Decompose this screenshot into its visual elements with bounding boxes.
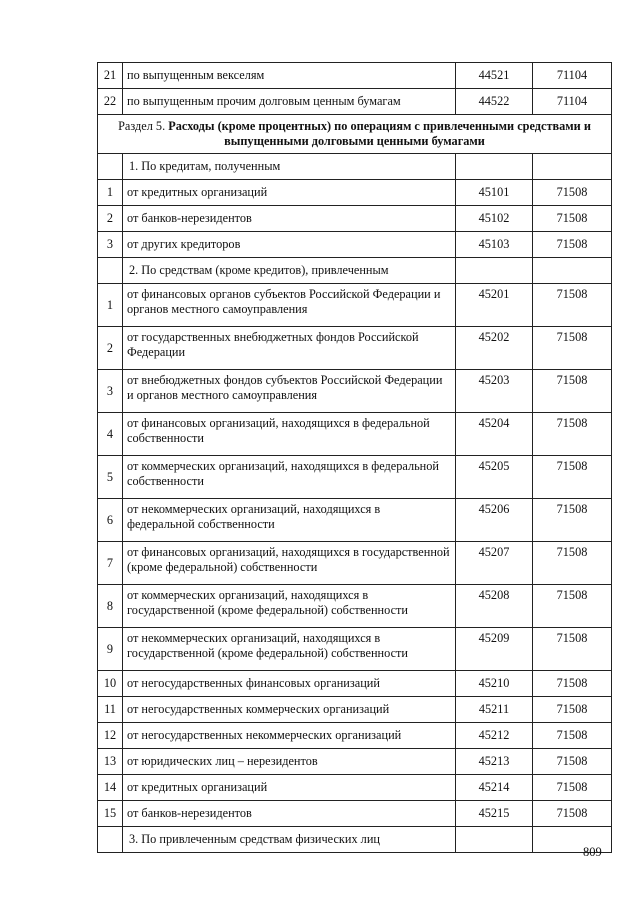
group-heading-row bbox=[98, 827, 612, 853]
table-row bbox=[98, 63, 612, 89]
table-row bbox=[98, 628, 612, 671]
account-code: 45101 bbox=[456, 180, 533, 206]
row-description: от негосударственных финансовых организаций bbox=[123, 671, 456, 697]
account-code: 45201 bbox=[456, 284, 533, 327]
row-number: 9 bbox=[98, 628, 123, 671]
row-number: 10 bbox=[98, 671, 123, 697]
row-number: 13 bbox=[98, 749, 123, 775]
row-description: от внебюджетных фондов субъектов Российской Федерации и органов местного самоуправления bbox=[123, 370, 456, 413]
row-number: 11 bbox=[98, 697, 123, 723]
row-description: по выпущенным прочим долговым ценным бумагам bbox=[123, 89, 456, 115]
account-code: 45209 bbox=[456, 628, 533, 671]
symbol-code: 71508 bbox=[533, 801, 612, 827]
account-code: 45208 bbox=[456, 585, 533, 628]
group-heading: 3. По привлеченным средствам физических лиц bbox=[123, 827, 456, 853]
group-heading: 1. По кредитам, полученным bbox=[123, 154, 456, 180]
row-description: от финансовых органов субъектов Российской Федерации и органов местного самоуправления bbox=[123, 284, 456, 327]
table-row bbox=[98, 801, 612, 827]
table-row bbox=[98, 180, 612, 206]
account-code: 45206 bbox=[456, 499, 533, 542]
account-code: 45203 bbox=[456, 370, 533, 413]
section-header bbox=[98, 115, 612, 154]
row-number: 6 bbox=[98, 499, 123, 542]
table-row bbox=[98, 697, 612, 723]
group-heading-row bbox=[98, 258, 612, 284]
accounts-table bbox=[97, 62, 612, 853]
table-row bbox=[98, 232, 612, 258]
row-description: от некоммерческих организаций, находящихся в государственной (кроме федеральной) собственности bbox=[123, 628, 456, 671]
table-row bbox=[98, 370, 612, 413]
symbol-code: 71508 bbox=[533, 585, 612, 628]
table-row bbox=[98, 723, 612, 749]
symbol-code: 71508 bbox=[533, 413, 612, 456]
symbol-code: 71104 bbox=[533, 63, 612, 89]
row-description: по выпущенным векселям bbox=[123, 63, 456, 89]
symbol-code: 71508 bbox=[533, 628, 612, 671]
page-number: 809 bbox=[583, 845, 602, 859]
row-number: 12 bbox=[98, 723, 123, 749]
row-description: от других кредиторов bbox=[123, 232, 456, 258]
table-row bbox=[98, 327, 612, 370]
table-row bbox=[98, 413, 612, 456]
account-code: 45204 bbox=[456, 413, 533, 456]
account-code: 45210 bbox=[456, 671, 533, 697]
table-row bbox=[98, 671, 612, 697]
account-code: 45103 bbox=[456, 232, 533, 258]
row-number: 2 bbox=[98, 206, 123, 232]
account-code: 45214 bbox=[456, 775, 533, 801]
row-description: от негосударственных некоммерческих организаций bbox=[123, 723, 456, 749]
account-code: 45205 bbox=[456, 456, 533, 499]
table-row bbox=[98, 775, 612, 801]
row-description: от кредитных организаций bbox=[123, 180, 456, 206]
table-row bbox=[98, 585, 612, 628]
group-heading: 2. По средствам (кроме кредитов), привлеченным bbox=[123, 258, 456, 284]
row-description: от коммерческих организаций, находящихся в государственной (кроме федеральной) собственности bbox=[123, 585, 456, 628]
table-row bbox=[98, 206, 612, 232]
section-prefix: Раздел 5. bbox=[118, 119, 166, 133]
account-code: 44522 bbox=[456, 89, 533, 115]
row-number: 15 bbox=[98, 801, 123, 827]
row-description: от некоммерческих организаций, находящихся в федеральной собственности bbox=[123, 499, 456, 542]
symbol-code: 71508 bbox=[533, 456, 612, 499]
row-number: 21 bbox=[98, 63, 123, 89]
row-number: 22 bbox=[98, 89, 123, 115]
symbol-code: 71508 bbox=[533, 723, 612, 749]
symbol-code: 71508 bbox=[533, 671, 612, 697]
account-code: 45207 bbox=[456, 542, 533, 585]
account-code: 44521 bbox=[456, 63, 533, 89]
group-heading-row bbox=[98, 154, 612, 180]
symbol-code: 71508 bbox=[533, 180, 612, 206]
row-description: от банков-нерезидентов bbox=[123, 206, 456, 232]
account-code: 45212 bbox=[456, 723, 533, 749]
section-header-row bbox=[98, 115, 612, 154]
row-number: 3 bbox=[98, 370, 123, 413]
row-number: 2 bbox=[98, 327, 123, 370]
symbol-code: 71508 bbox=[533, 370, 612, 413]
account-code: 45211 bbox=[456, 697, 533, 723]
row-description: от кредитных организаций bbox=[123, 775, 456, 801]
row-number: 3 bbox=[98, 232, 123, 258]
table-row bbox=[98, 499, 612, 542]
symbol-code: 71104 bbox=[533, 89, 612, 115]
row-description: от финансовых организаций, находящихся в федеральной собственности bbox=[123, 413, 456, 456]
row-description: от государственных внебюджетных фондов Российской Федерации bbox=[123, 327, 456, 370]
symbol-code: 71508 bbox=[533, 749, 612, 775]
table-row bbox=[98, 89, 612, 115]
table-row bbox=[98, 749, 612, 775]
row-description: от юридических лиц – нерезидентов bbox=[123, 749, 456, 775]
account-code: 45102 bbox=[456, 206, 533, 232]
table-row bbox=[98, 542, 612, 585]
symbol-code: 71508 bbox=[533, 206, 612, 232]
row-number: 14 bbox=[98, 775, 123, 801]
row-description: от коммерческих организаций, находящихся в федеральной собственности bbox=[123, 456, 456, 499]
symbol-code: 71508 bbox=[533, 232, 612, 258]
row-number: 8 bbox=[98, 585, 123, 628]
row-number: 1 bbox=[98, 284, 123, 327]
row-description: от банков-нерезидентов bbox=[123, 801, 456, 827]
table-row bbox=[98, 456, 612, 499]
row-description: от финансовых организаций, находящихся в государственной (кроме федеральной) собственности bbox=[123, 542, 456, 585]
row-number: 4 bbox=[98, 413, 123, 456]
symbol-code: 71508 bbox=[533, 697, 612, 723]
table-row bbox=[98, 284, 612, 327]
symbol-code: 71508 bbox=[533, 327, 612, 370]
symbol-code: 71508 bbox=[533, 284, 612, 327]
symbol-code: 71508 bbox=[533, 499, 612, 542]
symbol-code: 71508 bbox=[533, 542, 612, 585]
section-title: Расходы (кроме процентных) по операциям с привлеченными средствами и выпущенными долговыми ценными бумагами bbox=[168, 119, 591, 148]
account-code: 45213 bbox=[456, 749, 533, 775]
row-number: 7 bbox=[98, 542, 123, 585]
account-code: 45215 bbox=[456, 801, 533, 827]
row-description: от негосударственных коммерческих организаций bbox=[123, 697, 456, 723]
account-code: 45202 bbox=[456, 327, 533, 370]
symbol-code: 71508 bbox=[533, 775, 612, 801]
row-number: 1 bbox=[98, 180, 123, 206]
row-number: 5 bbox=[98, 456, 123, 499]
